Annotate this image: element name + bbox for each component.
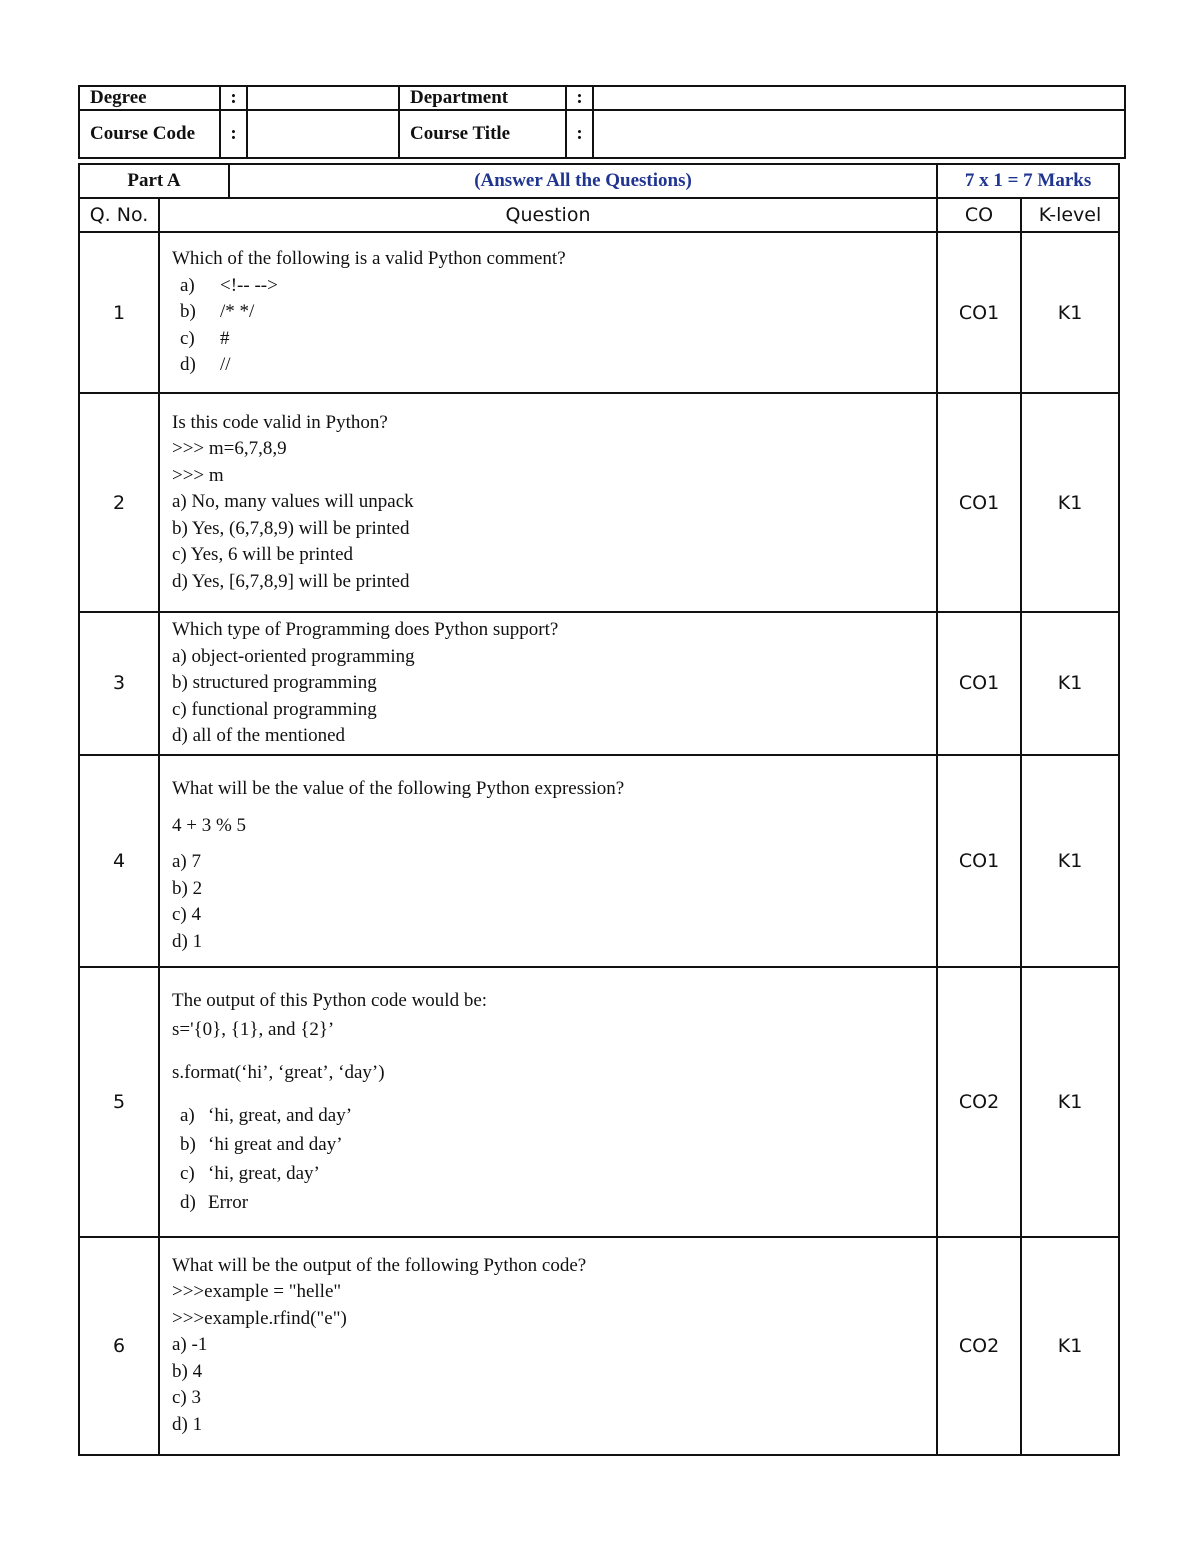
course-code-value — [247, 110, 399, 158]
option: d) all of the mentioned — [172, 725, 346, 746]
department-label: Department — [399, 86, 566, 110]
option: a) <!-- --> — [180, 274, 278, 296]
question-row — [79, 755, 1119, 967]
option: a) No, many values will unpack — [172, 491, 414, 513]
question-cell — [159, 612, 937, 755]
klevel-value: K1 — [1021, 232, 1119, 393]
co-value: CO2 — [937, 967, 1021, 1237]
option: a) 7 — [172, 851, 202, 872]
degree-label: Degree — [79, 86, 220, 110]
klevel-value: K1 — [1021, 755, 1119, 967]
option: c) Yes, 6 will be printed — [172, 544, 354, 566]
klevel-value: K1 — [1021, 612, 1119, 755]
question-cell — [159, 1237, 937, 1455]
column-header-row — [79, 198, 1119, 232]
klevel-value: K1 — [1021, 967, 1119, 1237]
question-number: 6 — [79, 1237, 159, 1455]
qno-header: Q. No. — [79, 198, 159, 232]
co-value: CO1 — [937, 612, 1021, 755]
questions-table — [78, 163, 1120, 1456]
option: d) Error — [180, 1192, 249, 1213]
option: c) 3 — [172, 1387, 202, 1409]
co-value: CO1 — [937, 755, 1021, 967]
question-cell — [159, 393, 937, 612]
course-title-label: Course Title — [399, 110, 566, 158]
question-text: The output of this Python code would be: — [172, 990, 488, 1011]
question-cell — [159, 755, 937, 967]
code-line: s.format(‘hi’, ‘great’, ‘day’) — [172, 1062, 385, 1083]
code-line: >>>example = "helle" — [172, 1281, 342, 1303]
course-code-label: Course Code — [79, 110, 220, 158]
question-row — [79, 232, 1119, 393]
option: b) 4 — [172, 1360, 203, 1382]
option: b) ‘hi great and day’ — [180, 1134, 343, 1155]
option: a) object-oriented programming — [172, 645, 415, 667]
option: b) 2 — [172, 877, 203, 899]
question-number: 1 — [79, 232, 159, 393]
question-header: Question — [159, 198, 937, 232]
course-title-value — [593, 110, 1125, 158]
department-value — [593, 86, 1125, 110]
part-label: Part A — [79, 164, 229, 198]
option: d) 1 — [172, 1413, 203, 1435]
question-number: 5 — [79, 967, 159, 1237]
klevel-header: K-level — [1021, 198, 1119, 232]
question-row — [79, 393, 1119, 612]
course-header-table — [78, 85, 1126, 159]
code-line: >>>example.rfind("e") — [172, 1307, 347, 1329]
question-text: Is this code valid in Python? — [172, 411, 388, 433]
marks-note: 7 x 1 = 7 Marks — [937, 164, 1119, 198]
option: b) Yes, (6,7,8,9) will be printed — [172, 517, 410, 539]
question-row — [79, 1237, 1119, 1455]
question-row — [79, 967, 1119, 1237]
question-row — [79, 612, 1119, 755]
question-text: What will be the value of the following Python expression? — [172, 778, 625, 799]
question-number: 2 — [79, 393, 159, 612]
question-text: Which of the following is a valid Python comment? — [172, 248, 566, 270]
colon: : — [566, 110, 593, 158]
question-text: What will be the output of the following Python code? — [172, 1254, 587, 1276]
colon: : — [220, 110, 247, 158]
klevel-value: K1 — [1021, 1237, 1119, 1455]
expression: 4 + 3 % 5 — [172, 814, 247, 836]
option: a) -1 — [172, 1334, 208, 1356]
code-line: >>> m=6,7,8,9 — [172, 438, 287, 460]
option: c) # — [180, 327, 230, 349]
code-line: s='{0}, {1}, and {2}’ — [172, 1019, 335, 1040]
question-number: 3 — [79, 612, 159, 755]
code-line: >>> m — [172, 464, 224, 486]
question-cell — [159, 232, 937, 393]
option: d) Yes, [6,7,8,9] will be printed — [172, 570, 410, 592]
colon: : — [566, 86, 593, 110]
option: c) 4 — [172, 904, 202, 925]
co-value: CO1 — [937, 232, 1021, 393]
part-a-row — [79, 164, 1119, 198]
co-value: CO2 — [937, 1237, 1021, 1455]
option: c) functional programming — [172, 698, 377, 720]
option: d) 1 — [172, 930, 203, 952]
option: d) // — [180, 354, 231, 376]
question-number: 4 — [79, 755, 159, 967]
option: c) ‘hi, great, day’ — [180, 1163, 320, 1184]
degree-value — [247, 86, 399, 110]
klevel-value: K1 — [1021, 393, 1119, 612]
co-value: CO1 — [937, 393, 1021, 612]
question-cell — [159, 967, 937, 1237]
instruction-note: (Answer All the Questions) — [229, 164, 937, 198]
option: a) ‘hi, great, and day’ — [180, 1105, 353, 1126]
option: b) /* */ — [180, 301, 255, 323]
colon: : — [220, 86, 247, 110]
option: b) structured programming — [172, 672, 377, 693]
question-text: Which type of Programming does Python support? — [172, 619, 559, 640]
co-header: CO — [937, 198, 1021, 232]
